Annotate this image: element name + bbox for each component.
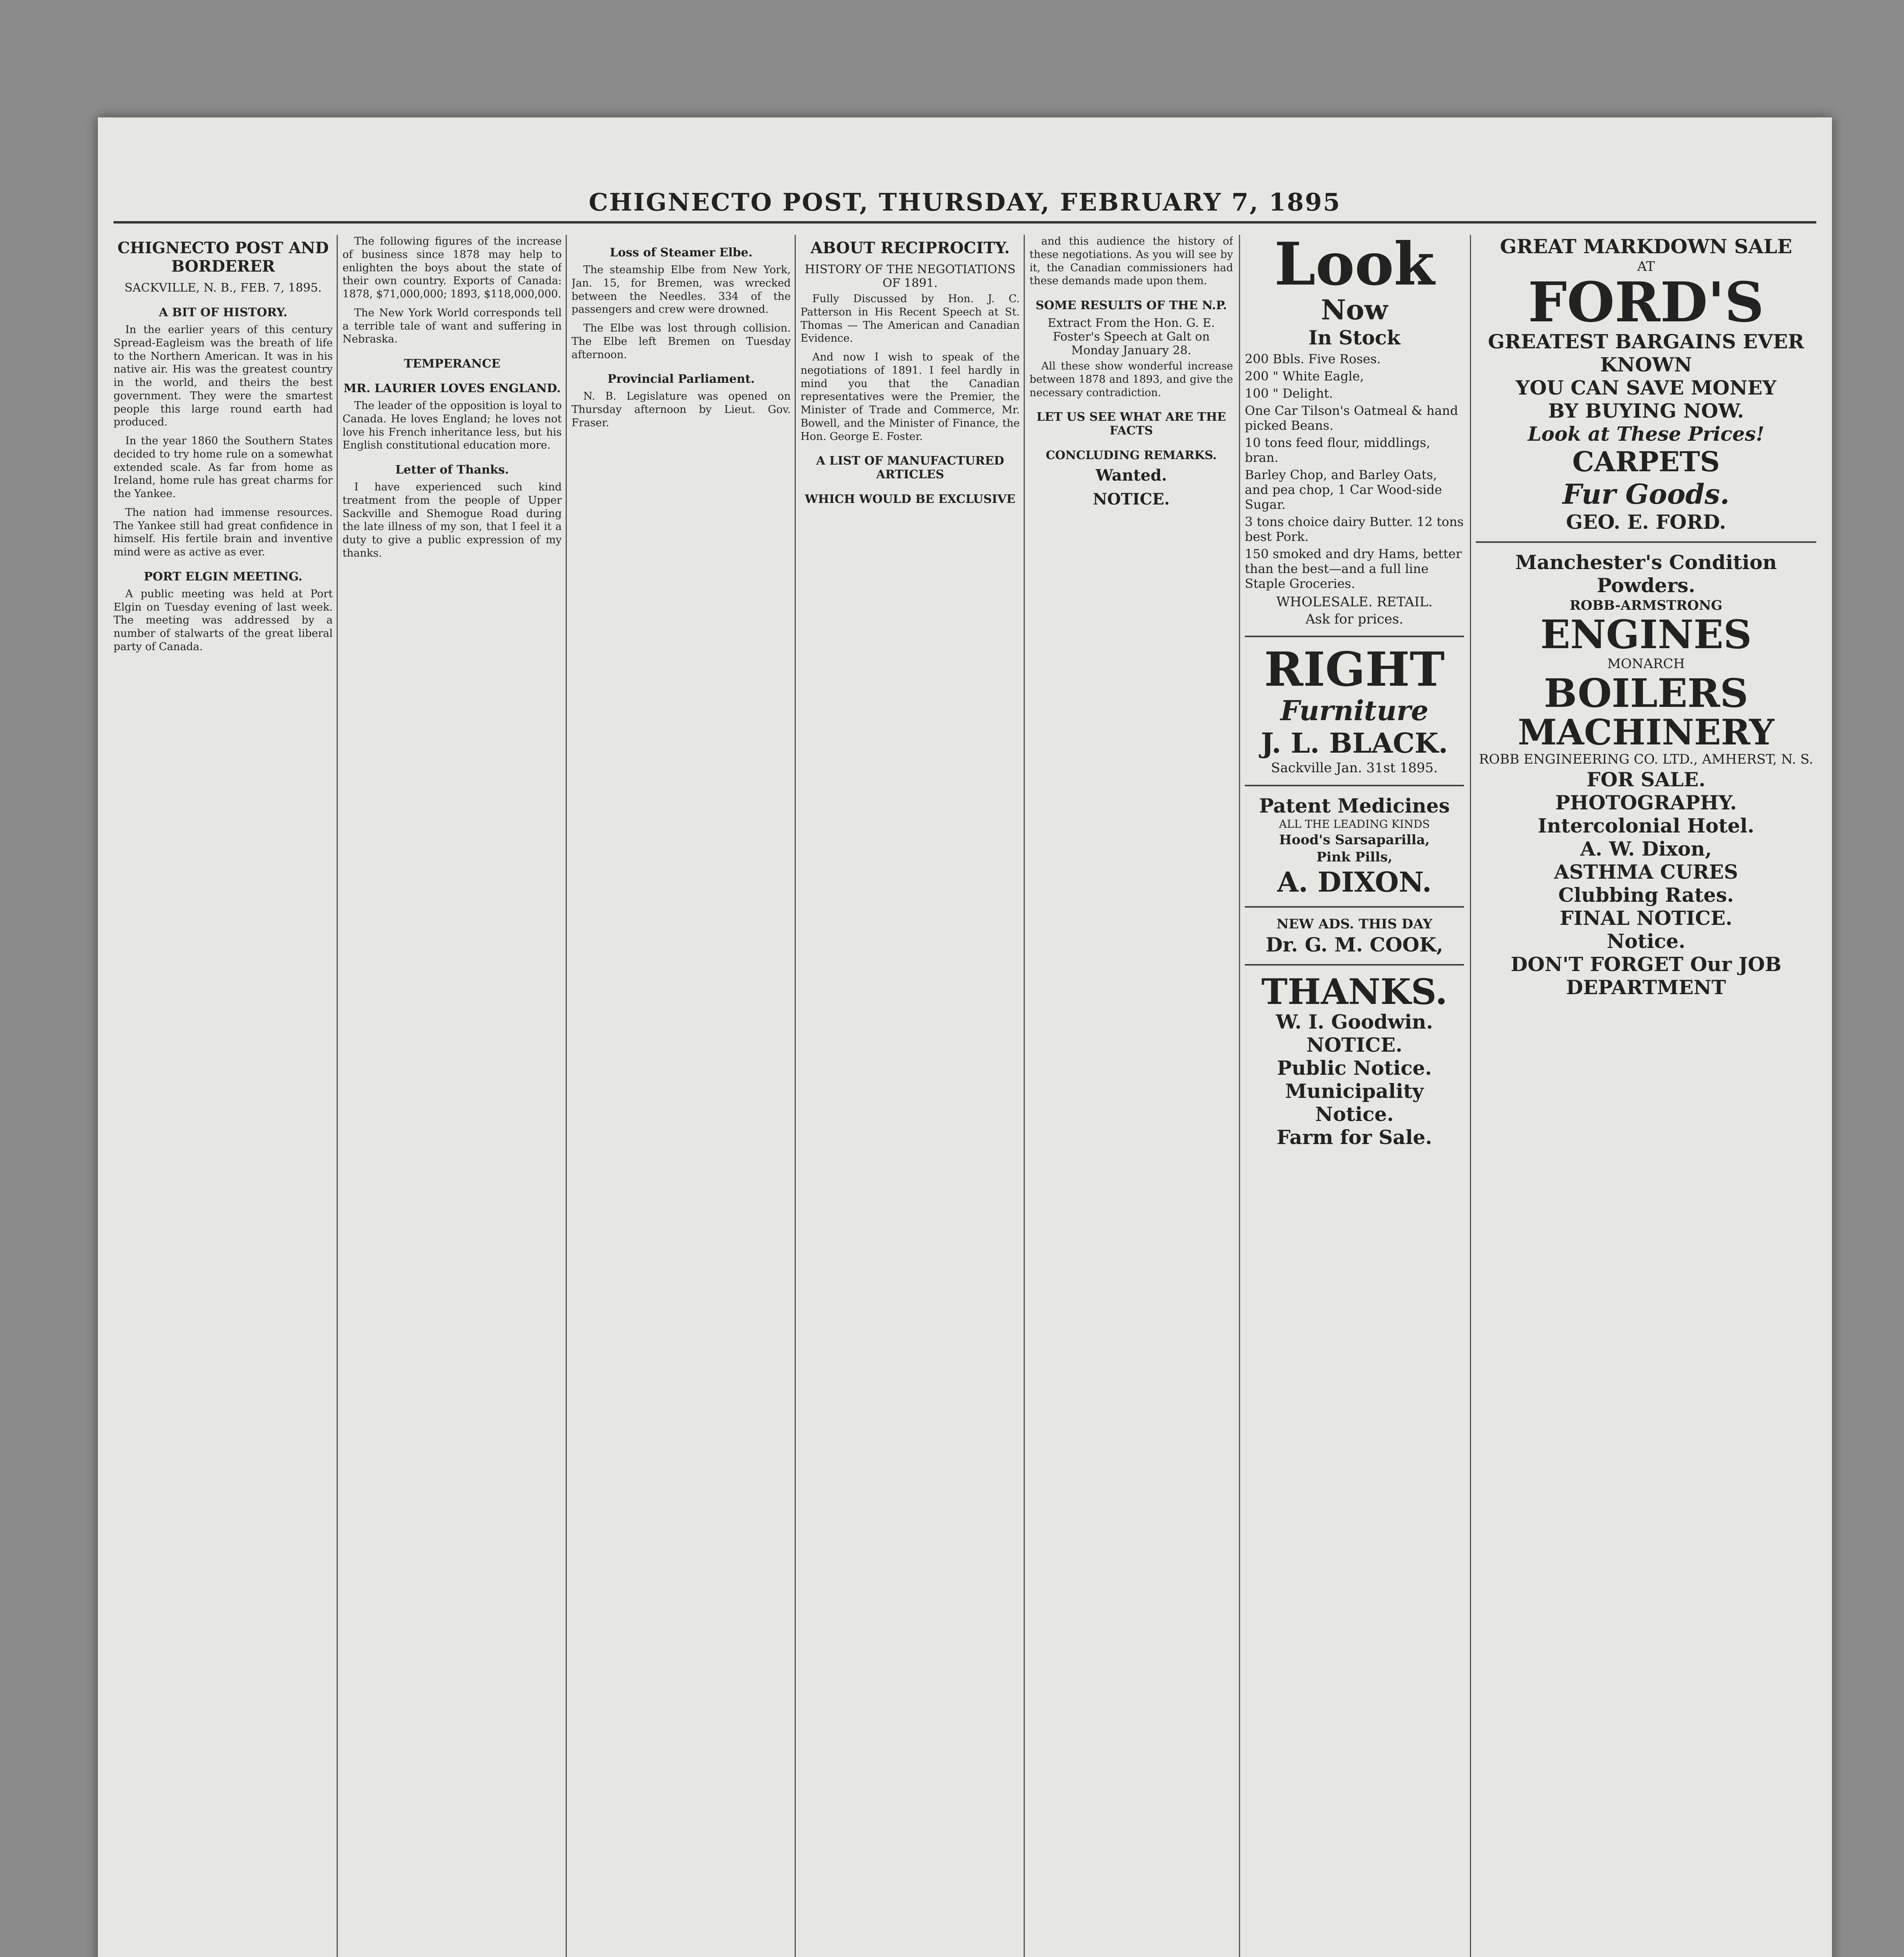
article-paragraph: I have experienced such kind treatment from the people of Upper Sackville and Shemogue Road during the late illness of my son, that I feel it a duty to give a public expression of my thanks. <box>343 481 562 559</box>
article-heading: MR. LAURIER LOVES ENGLAND. <box>343 382 561 395</box>
article-paragraph: and this audience the history of these negotiations. As you will see by it, the Canadian commissioners had these demands made upon them. <box>1030 235 1233 287</box>
boilers-title: BOILERS <box>1543 670 1749 716</box>
article-paragraph: In the earlier years of this century Spread-Eagleism was the breath of life to the Northern American. It was in his native air. His was the greatest country in the world, and theirs the best government. They were the smartest people this large round earth had produced. <box>114 324 333 429</box>
masthead: CHIGNECTO POST, THURSDAY, FEBRUARY 7, 1895 <box>589 188 1341 216</box>
black-name: J. L. BLACK. <box>1260 727 1448 760</box>
article-title: ABOUT RECIPROCITY. <box>810 239 1010 257</box>
article-paragraph: All these show wonderful increase between 1878 and 1893, and give the necessary contradiction. <box>1030 360 1233 399</box>
robb-company: ROBB ENGINEERING CO. LTD., AMHERST, N. S. <box>1478 751 1814 768</box>
stock-item: 200 " White Eagle, <box>1245 369 1364 384</box>
article-paragraph: The following figures of the increase of business since 1878 may help to enlighten the boys about the state of their own country. Exports of Canada: 1878, $71,000,000; 1893, $118,000,000. <box>343 235 562 300</box>
article-subtitle: Extract From the Hon. G. E. Foster's Speech at Galt on Monday January 28. <box>1048 316 1215 357</box>
article-heading: CONCLUDING REMARKS. <box>1046 449 1217 463</box>
medicine-item: Hood's Sarsaparilla, <box>1279 832 1430 848</box>
thanks-title: THANKS. <box>1261 971 1448 1013</box>
stock-item: One Car Tilson's Oatmeal & hand picked Beans. <box>1245 403 1458 433</box>
column-1 <box>114 235 333 1957</box>
patent-medicines-title: Patent Medicines <box>1259 794 1450 817</box>
now-text: Now <box>1321 294 1388 326</box>
article-heading: Loss of Steamer Elbe. <box>609 246 753 259</box>
in-stock-text: In Stock <box>1308 326 1401 349</box>
robb-armstrong: ROBB-ARMSTRONG <box>1569 598 1723 614</box>
intercolonial-title: Intercolonial Hotel. <box>1538 814 1754 838</box>
fords-title: FORD'S <box>1528 270 1764 335</box>
article-paragraph: Fully Discussed by Hon. J. C. Patterson in His Recent Speech at St. Thomas — The American and Canadian Evidence. <box>801 293 1020 345</box>
article-heading: SOME RESULTS OF THE N.P. <box>1035 299 1227 312</box>
monarch-text: MONARCH <box>1607 656 1685 672</box>
column-divider <box>1024 235 1025 1957</box>
clubbing-title: Clubbing Rates. <box>1558 883 1734 907</box>
article-heading: Provincial Parliament. <box>607 372 755 386</box>
column-5 <box>1030 235 1233 1957</box>
furniture-title: Furniture <box>1280 694 1429 727</box>
column-7-ads <box>1476 235 1816 1957</box>
article-heading: A LIST OF MANUFACTURED ARTICLES <box>816 454 1004 482</box>
leading-kinds: ALL THE LEADING KINDS <box>1279 817 1430 831</box>
column-4 <box>801 235 1020 1957</box>
ad-divider <box>1245 964 1464 966</box>
article-paragraph: The nation had immense resources. The Yankee still had great confidence in himself. His fertile brain and inventive mind were as active as ever. <box>114 506 333 558</box>
ad-divider <box>1476 541 1816 543</box>
photography-title: PHOTOGRAPHY. <box>1555 791 1737 815</box>
ad-divider <box>1245 636 1464 637</box>
new-ads-label: NEW ADS. THIS DAY <box>1276 916 1433 932</box>
column-3 <box>572 235 791 1957</box>
column-2 <box>343 235 562 1957</box>
cook-name: Dr. G. M. COOK, <box>1266 933 1443 956</box>
article-heading: WHICH WOULD BE EXCLUSIVE <box>805 492 1015 506</box>
article-paragraph: The Elbe was lost through collision. The Elbe left Bremen on Tuesday afternoon. <box>572 322 791 361</box>
look-prices-title: Look at These Prices! <box>1527 422 1765 446</box>
article-paragraph: And now I wish to speak of the negotiations of 1891. I feel hardly in mind you that the Canadian representatives were the Premier, the Minister of Trade and Commerce, Mr. Bowell, and the Minister of Finance, the Hon. George E. Foster. <box>801 351 1020 443</box>
dixon-name: A. DIXON. <box>1277 866 1432 899</box>
article-paragraph: N. B. Legislature was opened on Thursday afternoon by Lieut. Gov. Fraser. <box>572 390 791 429</box>
black-date: Sackville Jan. 31st 1895. <box>1271 760 1438 776</box>
dont-forget-text: DON'T FORGET Our JOB DEPARTMENT <box>1511 953 1781 999</box>
geo-ford-sign: GEO. E. FORD. <box>1566 510 1726 534</box>
ad-divider <box>1245 785 1464 786</box>
article-paragraph: The New York World corresponds tell a terrible tale of want and suffering in Nebraska. <box>343 306 562 346</box>
article-paragraph: The leader of the opposition is loyal to Canada. He loves England; he loves not love his French inheritance less, but his English constitutional education more. <box>343 400 562 452</box>
at-text: AT <box>1637 259 1655 274</box>
stock-item: 10 tons feed flour, middlings, bran. <box>1245 435 1430 465</box>
article-heading: LET US SEE WHAT ARE THE FACTS <box>1036 410 1226 438</box>
notice-heading: NOTICE. <box>1093 490 1170 509</box>
wanted-heading: Wanted. <box>1095 466 1167 485</box>
for-sale-title: FOR SALE. <box>1587 768 1706 791</box>
notice-title: NOTICE. <box>1306 1033 1403 1057</box>
markdown-sale-title: GREAT MARKDOWN SALE <box>1500 235 1792 258</box>
article-paragraph: In the year 1860 the Southern States decided to try home rule on a somewhat extended scale. As far from home as Ireland, home rule has great charms for the Yankee. <box>114 435 333 500</box>
article-heading: PORT ELGIN MEETING. <box>144 569 303 584</box>
bargains-text: GREATEST BARGAINS EVER KNOWN <box>1488 330 1804 377</box>
column-divider <box>566 235 567 1957</box>
wholesale-retail: WHOLESALE. RETAIL. <box>1276 594 1433 610</box>
column-divider <box>1239 235 1240 1957</box>
article-heading: TEMPERANCE <box>404 357 501 371</box>
dixon-sign: A. W. Dixon, <box>1580 837 1712 861</box>
masthead-rule <box>114 221 1816 223</box>
article-heading: Letter of Thanks. <box>395 463 509 477</box>
column-6-ads <box>1245 235 1464 1957</box>
municipality-notice-title: Municipality Notice. <box>1285 1079 1424 1126</box>
final-notice-title: FINAL NOTICE. <box>1560 906 1733 930</box>
article-paragraph: A public meeting was held at Port Elgin on Tuesday evening of last week. The meeting was addressed by a number of stalwarts of the great liberal party of Canada. <box>114 587 333 653</box>
stock-item: Barley Chop, and Barley Oats, and pea chop, 1 Car Wood-side Sugar. <box>1245 467 1442 512</box>
buying-now-text: BY BUYING NOW. <box>1548 399 1744 423</box>
article-heading: A BIT OF HISTORY. <box>159 306 288 319</box>
dateline: SACKVILLE, N. B., FEB. 7, 1895. <box>124 281 322 295</box>
newspaper-page <box>98 117 1832 1957</box>
article-paragraph: The steamship Elbe from New York, Jan. 15, for Bremen, was wrecked between the Needles. 334 of the passengers and crew were drowned. <box>572 264 791 316</box>
paper-header: CHIGNECTO POST AND BORDERER <box>117 239 329 276</box>
farm-sale-title: Farm for Sale. <box>1277 1126 1432 1149</box>
stock-item: 100 " Delight. <box>1245 386 1333 401</box>
machinery-title: MACHINERY <box>1518 711 1774 753</box>
manchester-title: Manchester's Condition Powders. <box>1515 551 1777 597</box>
engines-title: ENGINES <box>1540 611 1752 658</box>
article-subtitle: HISTORY OF THE NEGOTIATIONS OF 1891. <box>804 263 1016 290</box>
look-ad-title: Look <box>1274 235 1435 299</box>
stock-item: 200 Bbls. Five Roses. <box>1245 351 1381 366</box>
medicine-item: Pink Pills, <box>1316 849 1392 865</box>
stock-item: 150 smoked and dry Hams, better than the best—and a full line Staple Groceries. <box>1245 546 1462 591</box>
save-money-text: YOU CAN SAVE MONEY <box>1516 376 1776 400</box>
stock-item: 3 tons choice dairy Butter. 12 tons best Pork. <box>1245 514 1464 544</box>
ad-divider <box>1245 906 1464 908</box>
column-divider <box>1470 235 1471 1957</box>
notice-title: Notice. <box>1606 930 1686 953</box>
ask-prices: Ask for prices. <box>1305 611 1403 627</box>
carpets-title: CARPETS <box>1572 445 1720 478</box>
right-ad-title: RIGHT <box>1264 642 1445 697</box>
goodwin-name: W. I. Goodwin. <box>1276 1010 1433 1034</box>
column-divider <box>337 235 338 1957</box>
fur-goods-title: Fur Goods. <box>1562 478 1730 511</box>
column-divider <box>795 235 796 1957</box>
asthma-title: ASTHMA CURES <box>1554 860 1738 884</box>
public-notice-title: Public Notice. <box>1277 1056 1432 1080</box>
